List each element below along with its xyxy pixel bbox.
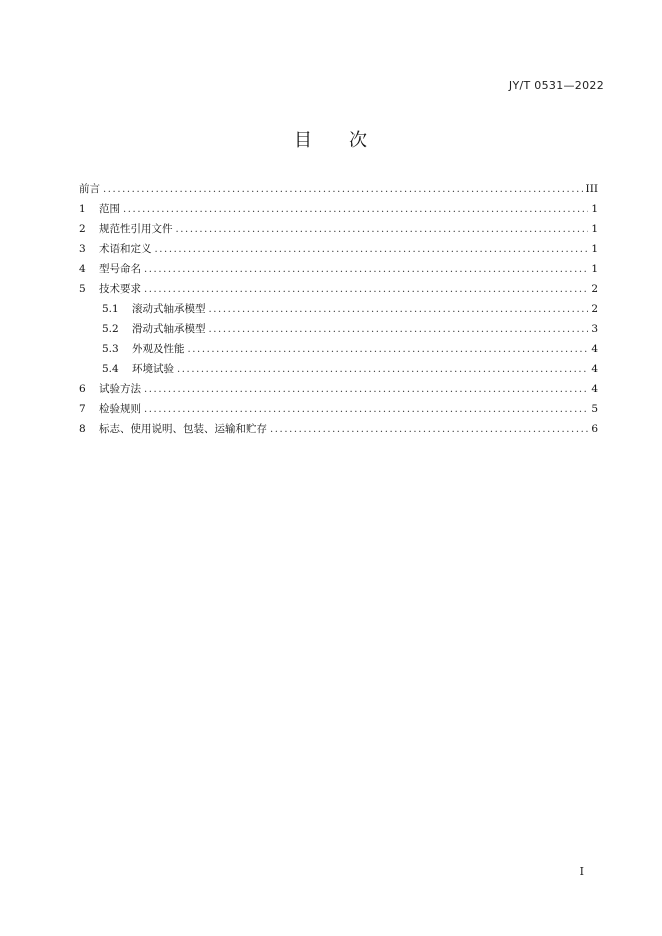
toc-entry-label: 型号命名: [99, 263, 141, 275]
dot-leader: [209, 300, 589, 320]
title-part-2: 次: [349, 130, 368, 151]
toc-entry-label: 滚动式轴承模型: [132, 303, 206, 315]
title-part-1: 目: [294, 130, 313, 151]
table-of-contents: [79, 179, 598, 439]
toc-entry-page: 5: [591, 403, 598, 415]
toc-entry-label: 滑动式轴承模型: [132, 323, 206, 335]
toc-entry-label: 技术要求: [99, 283, 141, 295]
dot-leader: [209, 320, 589, 340]
toc-entry-label: 术语和定义: [99, 243, 152, 255]
dot-leader: [144, 380, 588, 400]
toc-entry-page: 2: [591, 303, 598, 315]
dot-leader: [177, 360, 588, 380]
toc-entry-page: 4: [591, 363, 598, 375]
toc-entry-label: 外观及性能: [132, 343, 185, 355]
toc-entry-inspection-rules[interactable]: [79, 399, 598, 419]
footer-page-number: I: [579, 865, 584, 878]
toc-entry-page: 1: [591, 243, 598, 255]
toc-entry-number: 5.1: [102, 303, 119, 315]
toc-entry-number: 5.2: [102, 323, 119, 335]
toc-entry-number: 5.4: [102, 363, 119, 375]
toc-entry-number: 7: [79, 403, 86, 415]
toc-entry-normative-references[interactable]: [79, 219, 598, 239]
dot-leader: [144, 400, 588, 420]
dot-leader: [123, 200, 588, 220]
toc-entry-page: 3: [591, 323, 598, 335]
toc-entry-appearance-performance[interactable]: [79, 339, 598, 359]
dot-leader: [144, 260, 588, 280]
toc-entry-label: 规范性引用文件: [99, 223, 173, 235]
toc-entry-page: 2: [591, 283, 598, 295]
toc-entry-environmental-test[interactable]: [79, 359, 598, 379]
toc-entry-number: 8: [79, 423, 86, 435]
toc-entry-technical-requirements[interactable]: [79, 279, 598, 299]
toc-entry-page: 4: [591, 343, 598, 355]
toc-entry-page: III: [585, 183, 598, 195]
toc-entry-number: 1: [79, 203, 86, 215]
dot-leader: [103, 180, 583, 200]
toc-entry-sliding-bearing-model[interactable]: [79, 319, 598, 339]
toc-entry-label: 环境试验: [132, 363, 174, 375]
toc-entry-scope[interactable]: [79, 199, 598, 219]
dot-leader: [188, 340, 589, 360]
toc-entry-model-naming[interactable]: [79, 259, 598, 279]
toc-entry-label: 范围: [99, 203, 120, 215]
page-title: [0, 126, 662, 152]
toc-entry-page: 4: [591, 383, 598, 395]
toc-entry-page: 1: [591, 203, 598, 215]
toc-entry-test-methods[interactable]: [79, 379, 598, 399]
toc-entry-marking-packaging[interactable]: [79, 419, 598, 439]
toc-entry-page: 1: [591, 223, 598, 235]
toc-entry-number: 2: [79, 223, 86, 235]
toc-entry-page: 6: [591, 423, 598, 435]
dot-leader: [270, 420, 588, 440]
toc-entry-number: 6: [79, 383, 86, 395]
dot-leader: [144, 280, 588, 300]
toc-entry-label: 标志、使用说明、包装、运输和贮存: [99, 423, 267, 435]
document-code: JY/T 0531—2022: [508, 79, 604, 92]
toc-entry-terms-definitions[interactable]: [79, 239, 598, 259]
dot-leader: [176, 220, 589, 240]
dot-leader: [155, 240, 589, 260]
toc-entry-number: 5: [79, 283, 86, 295]
toc-entry-rolling-bearing-model[interactable]: [79, 299, 598, 319]
toc-entry-foreword[interactable]: [79, 179, 598, 199]
toc-entry-label: 前言: [79, 183, 100, 195]
toc-entry-label: 检验规则: [99, 403, 141, 415]
toc-entry-number: 4: [79, 263, 86, 275]
toc-entry-page: 1: [591, 263, 598, 275]
toc-entry-number: 5.3: [102, 343, 119, 355]
toc-entry-number: 3: [79, 243, 86, 255]
toc-entry-label: 试验方法: [99, 383, 141, 395]
